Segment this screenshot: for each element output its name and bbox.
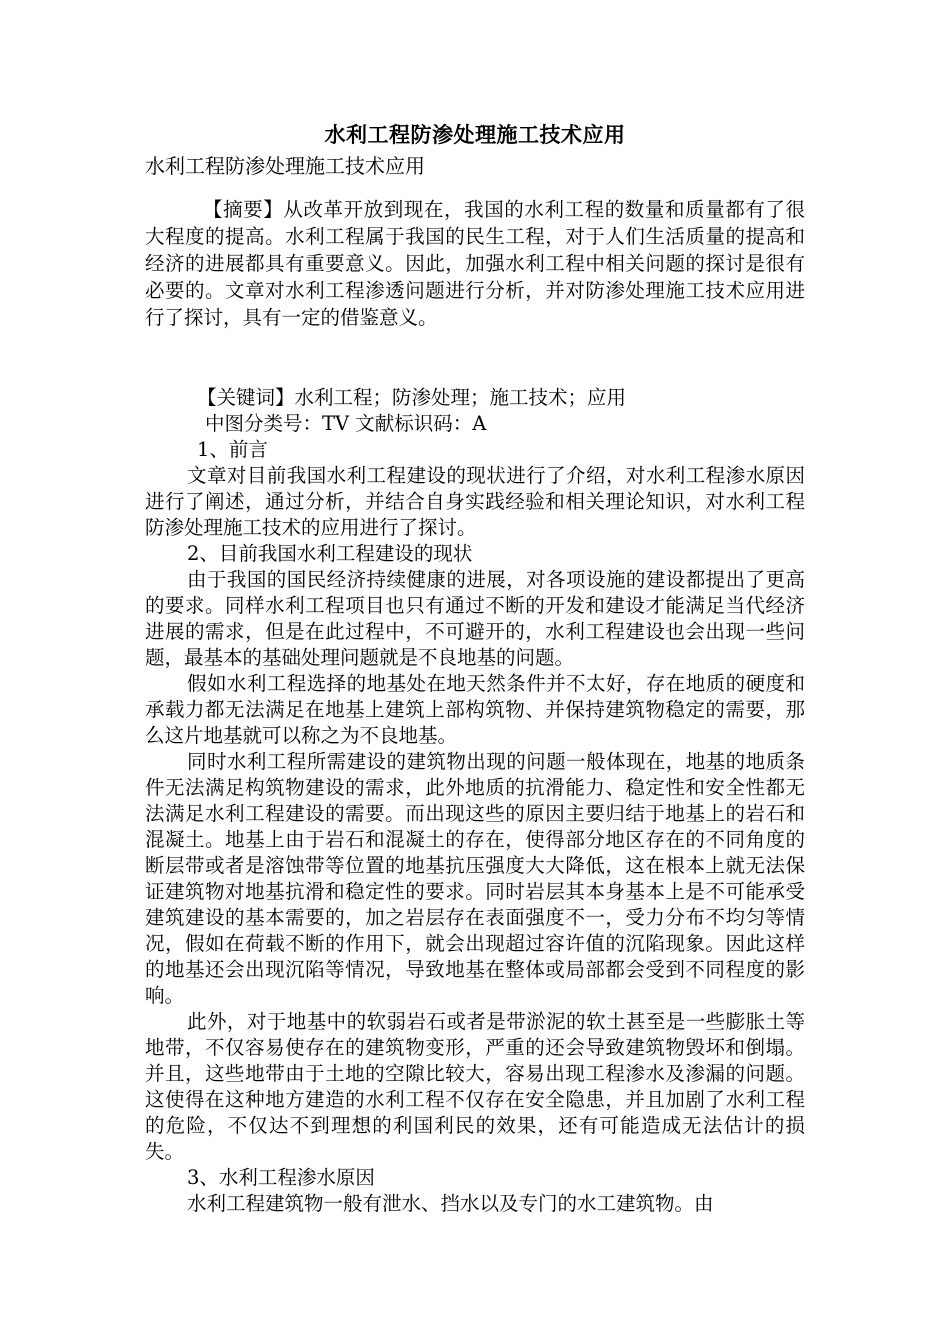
keywords-line: 【关键词】水利工程；防渗处理；施工技术；应用 bbox=[197, 386, 627, 409]
section-heading-3: 3、水利工程渗水原因 bbox=[187, 1166, 375, 1189]
section-heading-2: 2、目前我国水利工程建设的现状 bbox=[187, 542, 473, 565]
spacer bbox=[145, 331, 805, 385]
document-title: 水利工程防渗处理施工技术应用 bbox=[324, 122, 626, 147]
body-paragraph: 假如水利工程选择的地基处在地天然条件并不太好，存在地质的硬度和承载力都无法满足在地基上建筑上部构筑物、并保持建筑物稳定的需要，那么这片地基就可以称之为不良地基。 bbox=[145, 672, 805, 747]
body-paragraph: 水利工程建筑物一般有泄水、挡水以及专门的水工建筑物。由 bbox=[187, 1192, 714, 1215]
document-page bbox=[145, 118, 805, 1217]
body-paragraph: 同时水利工程所需建设的建筑物出现的问题一般体现在，地基的地质条件无法满足构筑物建设的需求，此外地质的抗滑能力、稳定性和安全性都无法满足水利工程建设的需要。而出现这些的原因主要归结于地基上的岩石和混凝土。地基上由于岩石和混凝土的存在，使得部分地区存在的不同角度的断层带或者是溶蚀带等位置的地基抗压强度大大降低，这在根本上就无法保证建筑物对地基抗滑和稳定性的要求。同时岩层其本身基本上是不可能承受建筑建设的基本需要的，加之岩层存在表面强度不一，受力分布不均匀等情况，假如在荷载不断的作用下，就会出现超过容许值的沉陷现象。因此这样的地基还会出现沉陷等情况，导致地基在整体或局部都会受到不同程度的影响。 bbox=[145, 750, 805, 1007]
classification-line: 中图分类号：TV 文献标识码：A bbox=[205, 412, 487, 435]
abstract-paragraph: 【摘要】从改革开放到现在，我国的水利工程的数量和质量都有了很大程度的提高。水利工程属于我国的民生工程，对于人们生活质量的提高和经济的进展都具有重要意义。因此，加强水利工程中相关问题的探讨是很有必要的。文章对水利工程渗透问题进行分析，并对防渗处理施工技术应用进行了探讨，具有一定的借鉴意义。 bbox=[145, 198, 805, 329]
body-paragraph: 由于我国的国民经济持续健康的进展，对各项设施的建设都提出了更高的要求。同样水利工程项目也只有通过不断的开发和建设才能满足当代经济进展的需求，但是在此过程中，不可避开的，水利工程建设也会出现一些问题，最基本的基础处理问题就是不良地基的问题。 bbox=[145, 568, 805, 669]
document-subtitle: 水利工程防渗处理施工技术应用 bbox=[145, 154, 425, 178]
body-paragraph: 文章对目前我国水利工程建设的现状进行了介绍，对水利工程渗水原因进行了阐述，通过分析，并结合自身实践经验和相关理论知识，对水利工程防渗处理施工技术的应用进行了探讨。 bbox=[145, 464, 805, 539]
body-paragraph: 此外，对于地基中的软弱岩石或者是带淤泥的软土甚至是一些膨胀土等地带，不仅容易使存在的建筑物变形，严重的还会导致建筑物毁坏和倒塌。并且，这些地带由于土地的空隙比较大，容易出现工程渗水及渗漏的问题。这使得在这种地方建造的水利工程不仅存在安全隐患，并且加剧了水利工程的危险，不仅达不到理想的利国利民的效果，还有可能造成无法估计的损失。 bbox=[145, 1010, 805, 1163]
section-heading-1: 1、前言 bbox=[197, 438, 268, 461]
